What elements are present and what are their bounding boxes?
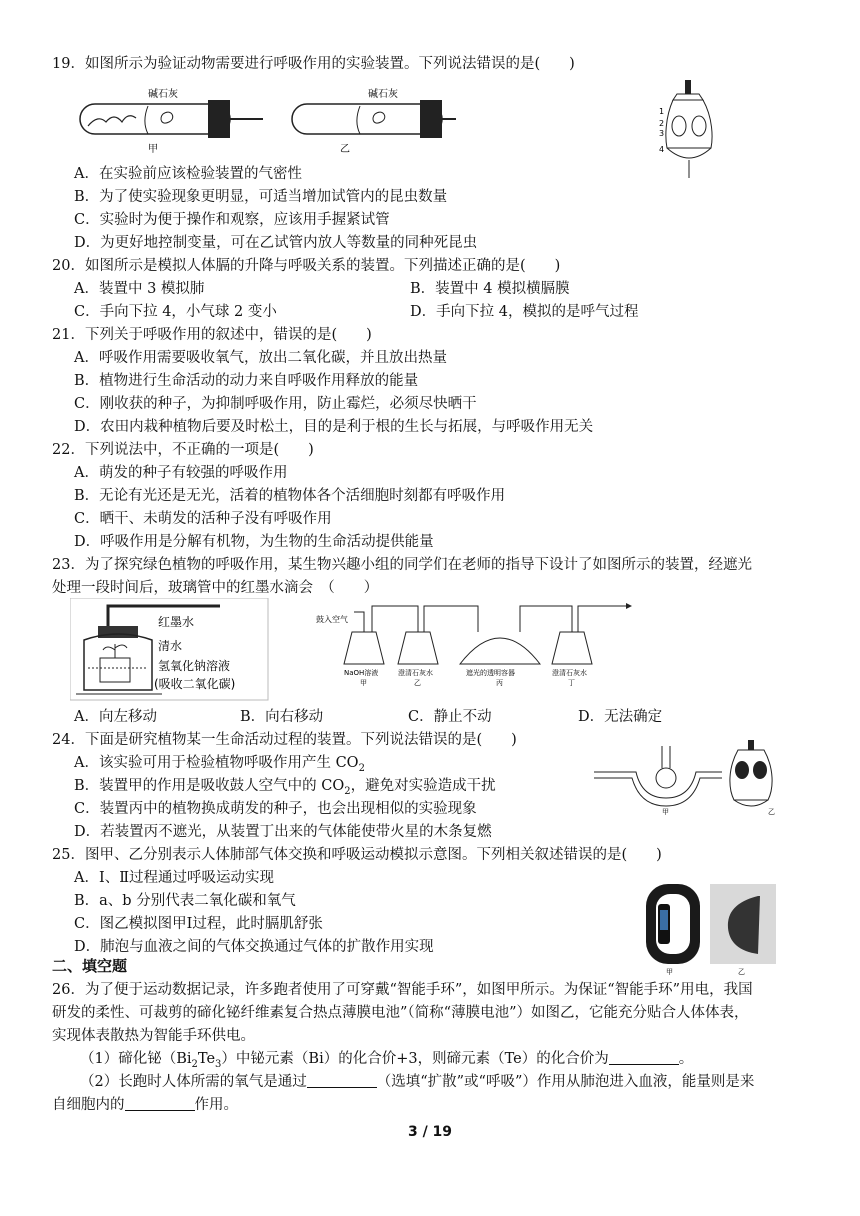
blank-2[interactable] [307,1073,377,1088]
q19-option-d: D．为更好地控制变量，可在乙试管内放人等数量的同种死昆虫 [74,235,478,251]
q19-option-c: C．实验时为便于操作和观察，应该用手握紧试管 [74,212,390,228]
q25-option-b: B．a、b 分别代表二氧化碳和氧气 [74,893,296,909]
q25-option-d: D．肺泡与血液之间的气体交换通过气体的扩散作用实现 [74,939,434,955]
naoh-solution-label: NaOH溶液 [344,669,379,677]
q20-option-c: C．手向下拉 4，小气球 2 变小 [74,304,277,320]
q19-figure [78,86,458,156]
naoh-label: 氢氧化钠溶液 [158,659,231,673]
q21-option-a: A．呼吸作用需要吸收氧气，放出二氧化碳，并且放出热量 [74,350,447,366]
device-bing: 丙 [496,679,503,686]
q24-option-c: C．装置丙中的植物换成萌发的种子，也会出现相似的实验现象 [74,801,477,817]
q21-option-c: C．刚收获的种子，为抑制呼吸作用，防止霉烂，必须尽快晒干 [74,396,477,412]
fig-yi-label: 乙 [768,808,775,816]
q22-option-c: C．晒干、未萌发的活种子没有呼吸作用 [74,511,332,527]
q24-option-a: A．该实验可用于检验植物呼吸作用产生 $CO_2$ [74,755,365,774]
co2-absorb-label: (吸收二氧化碳) [154,677,236,691]
q24-option-b: B．装置甲的作用是吸收鼓人空气中的 $CO_2$，避免对实验造成干扰 [74,778,496,797]
tube-a-name: 甲 [148,144,158,155]
q23-option-d: D．无法确定 [578,709,663,725]
q25-stem: 25．图甲、乙分别表示人体肺部气体交换和呼吸运动模拟示意图。下列相关叙述错误的是( ) [52,847,662,863]
limewater-2-label: 澄清石灰水 [552,669,587,677]
dark-container-label: 遮光的透明容器 [466,669,515,677]
tube-a-label: 碱石灰 [148,89,178,100]
q23-option-c: C．静止不动 [408,709,492,725]
air-in-label: 鼓入空气 [316,615,348,624]
q24-stem: 24．下面是研究植物某一生命活动过程的装置。下列说法错误的是( ) [52,732,517,748]
tube-b-label: 碱石灰 [368,89,398,100]
page-number: 3 / 19 [407,1124,453,1140]
q26-part-2: （2）长跑时人体所需的氧气是通过 （选填“扩散”或“呼吸”）作用从肺泡进入血液，能量则是来 [80,1074,755,1090]
limewater-1-label: 澄清石灰水 [398,669,433,677]
q20-option-b: B．装置中 4 模拟横膈膜 [410,281,570,297]
q25-option-c: C．图乙模拟图甲Ⅰ过程，此时膈肌舒张 [74,916,323,932]
blank-1[interactable] [609,1050,679,1065]
q26-line-1: 26．为了便于运动数据记录，许多跑者使用了可穿戴“智能手环”，如图甲所示。为保证“智能手环”用电，我国 [52,982,753,998]
label-1: 1 [659,107,665,116]
q21-stem: 21．下列关于呼吸作用的叙述中，错误的是( ) [52,327,372,343]
q26-line-2: 研发的柔性、可裁剪的碲化铋纤维素复合热点薄膜电池”（简称“薄膜电池”）如图乙，它能充分贴合人体体表， [52,1005,749,1021]
q23-option-a: A．向左移动 [74,709,157,725]
q25-figure [640,880,780,976]
q19-option-a: A．在实验前应该检验装置的气密性 [74,166,302,182]
q23-stem-2: 处理一段时间后，玻璃管中的红墨水滴会 （ ） [52,580,379,596]
q20-stem: 20．如图所示是模拟人体膈的升降与呼吸关系的装置。下列描述正确的是( ) [52,258,561,274]
label-4: 4 [659,145,665,154]
q23-stem-1: 23．为了探究绿色植物的呼吸作用，某生物兴趣小组的同学们在老师的指导下设计了如图所示的装置，经遮光 [52,557,752,573]
q20-figure [655,78,725,188]
blank-3[interactable] [125,1096,195,1111]
device-ding: 丁 [568,679,575,686]
q21-option-d: D．农田内栽种植物后要及时松土，目的是利于根的生长与拓展，与呼吸作用无关 [74,419,594,435]
q26-line-3: 实现体表散热为智能手环供电。 [52,1028,255,1044]
q20-option-d: D．手向下拉 4，模拟的是呼气过程 [410,304,639,320]
band-label: 甲 [666,968,673,976]
q23-figure-left [70,598,270,702]
q26-part-2-cont: 自细胞内的 作用。 [52,1097,238,1113]
q19-stem: 19．如图所示为验证动物需要进行呼吸作用的实验装置。下列说法错误的是( ) [52,56,575,72]
q24-figure [592,738,782,816]
q21-option-b: B．植物进行生命活动的动力来自呼吸作用释放的能量 [74,373,419,389]
q22-stem: 22．下列说法中，不正确的一项是( ) [52,442,314,458]
q22-option-b: B．无论有光还是无光，活着的植物体各个活细胞时刻都有呼吸作用 [74,488,506,504]
battery-label: 乙 [738,968,745,976]
q25-option-a: A．Ⅰ、Ⅱ过程通过呼吸运动实现 [74,870,275,886]
section-title-fill-blank: 二、填空题 [52,957,128,975]
q19-option-b: B．为了使实验现象更明显，可适当增加试管内的昆虫数量 [74,189,448,205]
q20-option-a: A．装置中 3 模拟肺 [74,281,205,297]
q22-option-a: A．萌发的种子有较强的呼吸作用 [74,465,288,481]
q23-figure-right [314,602,634,686]
device-jia: 甲 [360,679,367,686]
label-3: 3 [659,129,665,138]
q22-option-d: D．呼吸作用是分解有机物，为生物的生命活动提供能量 [74,534,434,550]
q24-option-d: D．若装置丙不遮光，从装置丁出来的气体能使带火星的木条复燃 [74,824,492,840]
water-label: 清水 [158,639,183,653]
fig-jia-label: 甲 [662,808,669,816]
tube-b-name: 乙 [340,144,350,155]
red-ink-label: 红墨水 [158,615,195,629]
q26-part-1: （1）碲化铋$(Bi_2Te_3)$中铋元素（Bi）的化合价+3，则碲元素（Te）的化合价为 。 [80,1051,694,1070]
label-2: 2 [659,119,665,128]
q23-option-b: B．向右移动 [240,709,324,725]
device-yi: 乙 [414,679,421,686]
